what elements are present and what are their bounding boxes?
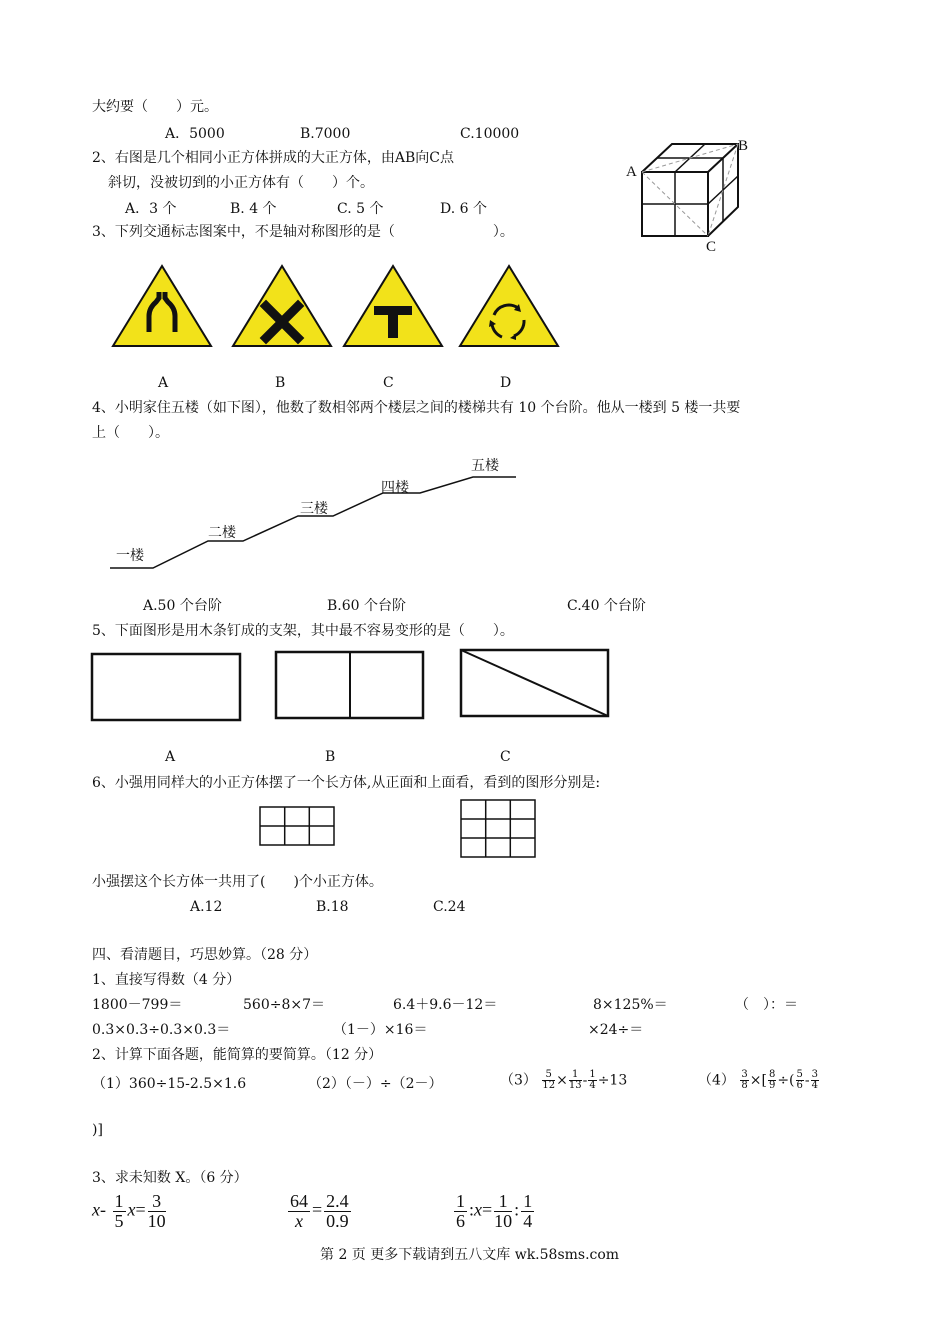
q4-line2: 上（ ）。 <box>92 425 169 441</box>
floor-label-5: 五楼 <box>471 458 499 474</box>
equation-1: x- $\frac{1}{5}$ x= $\frac{3}{10}$ <box>92 1191 166 1231</box>
q2-line2: 斜切，没被切到的小正方体有（ ）个。 <box>108 175 374 191</box>
fraction: $\frac{3}{4}$ <box>811 1069 819 1091</box>
cube-label-b: B <box>738 138 749 154</box>
fraction: $\frac{5}{12}$ <box>542 1069 556 1091</box>
floor-label-4: 四楼 <box>381 480 409 496</box>
q6-question: 小强摆这个长方体一共用了( )个小正方体。 <box>92 874 383 890</box>
q4-line1: 4、小明家住五楼（如下图），他数了数相邻两个楼层之间的楼梯共有 10 个台阶。他从一楼到 5 楼一共要 <box>92 400 741 416</box>
fraction: $\frac{3}{8}$ <box>741 1069 748 1091</box>
calc-1-4: 8×125%＝ <box>593 997 668 1013</box>
sign-t-junction <box>344 266 442 346</box>
calc-item-1: （1）360÷15-2.5×1.6 <box>92 1076 247 1092</box>
calc-1-5: （ ）：＝ <box>735 997 798 1013</box>
q4-option-a: A.50 个台阶 <box>143 598 222 614</box>
q2-option-c: C. 5 个 <box>337 201 384 217</box>
q2-option-d: D. 6 个 <box>440 201 487 217</box>
floor-label-2: 二楼 <box>208 525 236 541</box>
q4-option-b: B.60 个台阶 <box>327 598 407 614</box>
calc-1-2: 560÷8×7＝ <box>243 997 325 1013</box>
q6-option-a: A.12 <box>190 899 223 915</box>
q5-label-b: B <box>325 749 336 765</box>
cube-label-a: A <box>626 164 637 180</box>
calc-1-1: 1800－799＝ <box>92 997 183 1013</box>
q1-tail-text: 大约要（ ）元。 <box>92 99 218 115</box>
fraction: $\frac{3}{10}$ <box>147 1191 166 1231</box>
q2-option-b: B. 4 个 <box>230 201 277 217</box>
fraction: $\frac{8}{9}$ <box>768 1069 776 1091</box>
frame-figures <box>90 648 615 723</box>
q5-label-c: C <box>500 749 511 765</box>
fraction: $\frac{1}{13}$ <box>568 1069 582 1091</box>
q5-text: 5、下面图形是用木条钉成的支架，其中最不容易变形的是（ ）。 <box>92 623 514 639</box>
q5-label-a: A <box>165 749 176 765</box>
q2-line1: 2、右图是几个相同小正方体拼成的大正方体，由AB向C点 <box>92 150 455 166</box>
q3-label-c: C <box>383 375 394 391</box>
calc-item-3: （3） $\frac{5}{12}$ × $\frac{1}{13}$ - $\frac{1}{4}$ ÷13 <box>500 1069 628 1091</box>
equation-3: $\frac{1}{6}$ :x= $\frac{1}{10}$ : $\frac{1}{4}$ <box>456 1191 533 1231</box>
calc-2-1: 0.3×0.3÷0.3×0.3＝ <box>92 1022 231 1038</box>
fraction: $\frac{1}{5}$ <box>114 1191 124 1231</box>
sign-merge <box>113 266 211 346</box>
frame-a <box>92 654 240 720</box>
q6-option-c: C.24 <box>433 899 466 915</box>
section4-part1-title: 1、直接写得数（4 分） <box>92 972 241 988</box>
q3-label-a: A <box>158 375 169 391</box>
frame-c <box>461 650 608 716</box>
calc-2-2: （1－）×16＝ <box>333 1022 428 1038</box>
section4-part3-title: 3、求未知数 X。（6 分） <box>92 1170 248 1186</box>
sign-crossroad-x <box>233 266 331 346</box>
section4-title: 四、看清题目，巧思妙算。（28 分） <box>92 947 318 963</box>
fraction: $\frac{64}{x}$ <box>290 1191 308 1231</box>
fraction: $\frac{2.4}{0.9}$ <box>326 1191 349 1231</box>
equation-2: $\frac{64}{x}$ = $\frac{2.4}{0.9}$ <box>290 1191 349 1231</box>
q2-option-a: A．3 个 <box>125 201 177 217</box>
fraction: $\frac{1}{10}$ <box>494 1191 513 1231</box>
floor-label-1: 一楼 <box>116 548 144 564</box>
q6-option-b: B.18 <box>316 899 349 915</box>
sign-roundabout <box>460 266 558 346</box>
cube-label-c: C <box>706 239 717 255</box>
top-view-grid <box>461 800 535 857</box>
calc-2-3: ×24÷＝ <box>588 1022 644 1038</box>
q3-text: 3、下列交通标志图案中，不是轴对称图形的是（ ）。 <box>92 224 514 240</box>
calc-item-4-tail: )] <box>92 1122 103 1138</box>
fraction: $\frac{1}{6}$ <box>456 1191 465 1231</box>
page-footer: 第 2 页 更多下载请到五八文库 wk.58sms.com <box>320 1247 620 1263</box>
q1-option-a: A．5000 <box>165 126 225 142</box>
calc-item-4: （4） $\frac{3}{8}$ ×[ $\frac{8}{9}$ ÷( $\frac{5}{6}$ - $\frac{3}{4}$ <box>698 1069 819 1091</box>
fraction: $\frac{5}{6}$ <box>796 1069 803 1091</box>
traffic-signs <box>110 262 570 352</box>
section4-part2-title: 2、计算下面各题，能简算的要简算。（12 分） <box>92 1047 383 1063</box>
front-view-grid <box>260 807 334 845</box>
fraction: $\frac{1}{4}$ <box>589 1069 596 1091</box>
fraction: $\frac{1}{4}$ <box>523 1191 533 1231</box>
q6-text: 6、小强用同样大的小正方体摆了一个长方体,从正面和上面看，看到的图形分别是: <box>92 775 601 791</box>
q3-label-b: B <box>275 375 286 391</box>
q1-option-c: C.10000 <box>460 126 520 142</box>
q1-option-b: B.7000 <box>300 126 351 142</box>
frame-b <box>276 652 423 718</box>
q4-option-c: C.40 个台阶 <box>567 598 646 614</box>
calc-1-3: 6.4＋9.6－12＝ <box>393 997 498 1013</box>
view-grids <box>258 798 538 860</box>
q3-label-d: D <box>500 375 512 391</box>
cube-figure <box>610 130 770 255</box>
calc-item-2: （2）（－）÷（2－） <box>308 1076 443 1092</box>
floor-label-3: 三楼 <box>300 501 328 517</box>
